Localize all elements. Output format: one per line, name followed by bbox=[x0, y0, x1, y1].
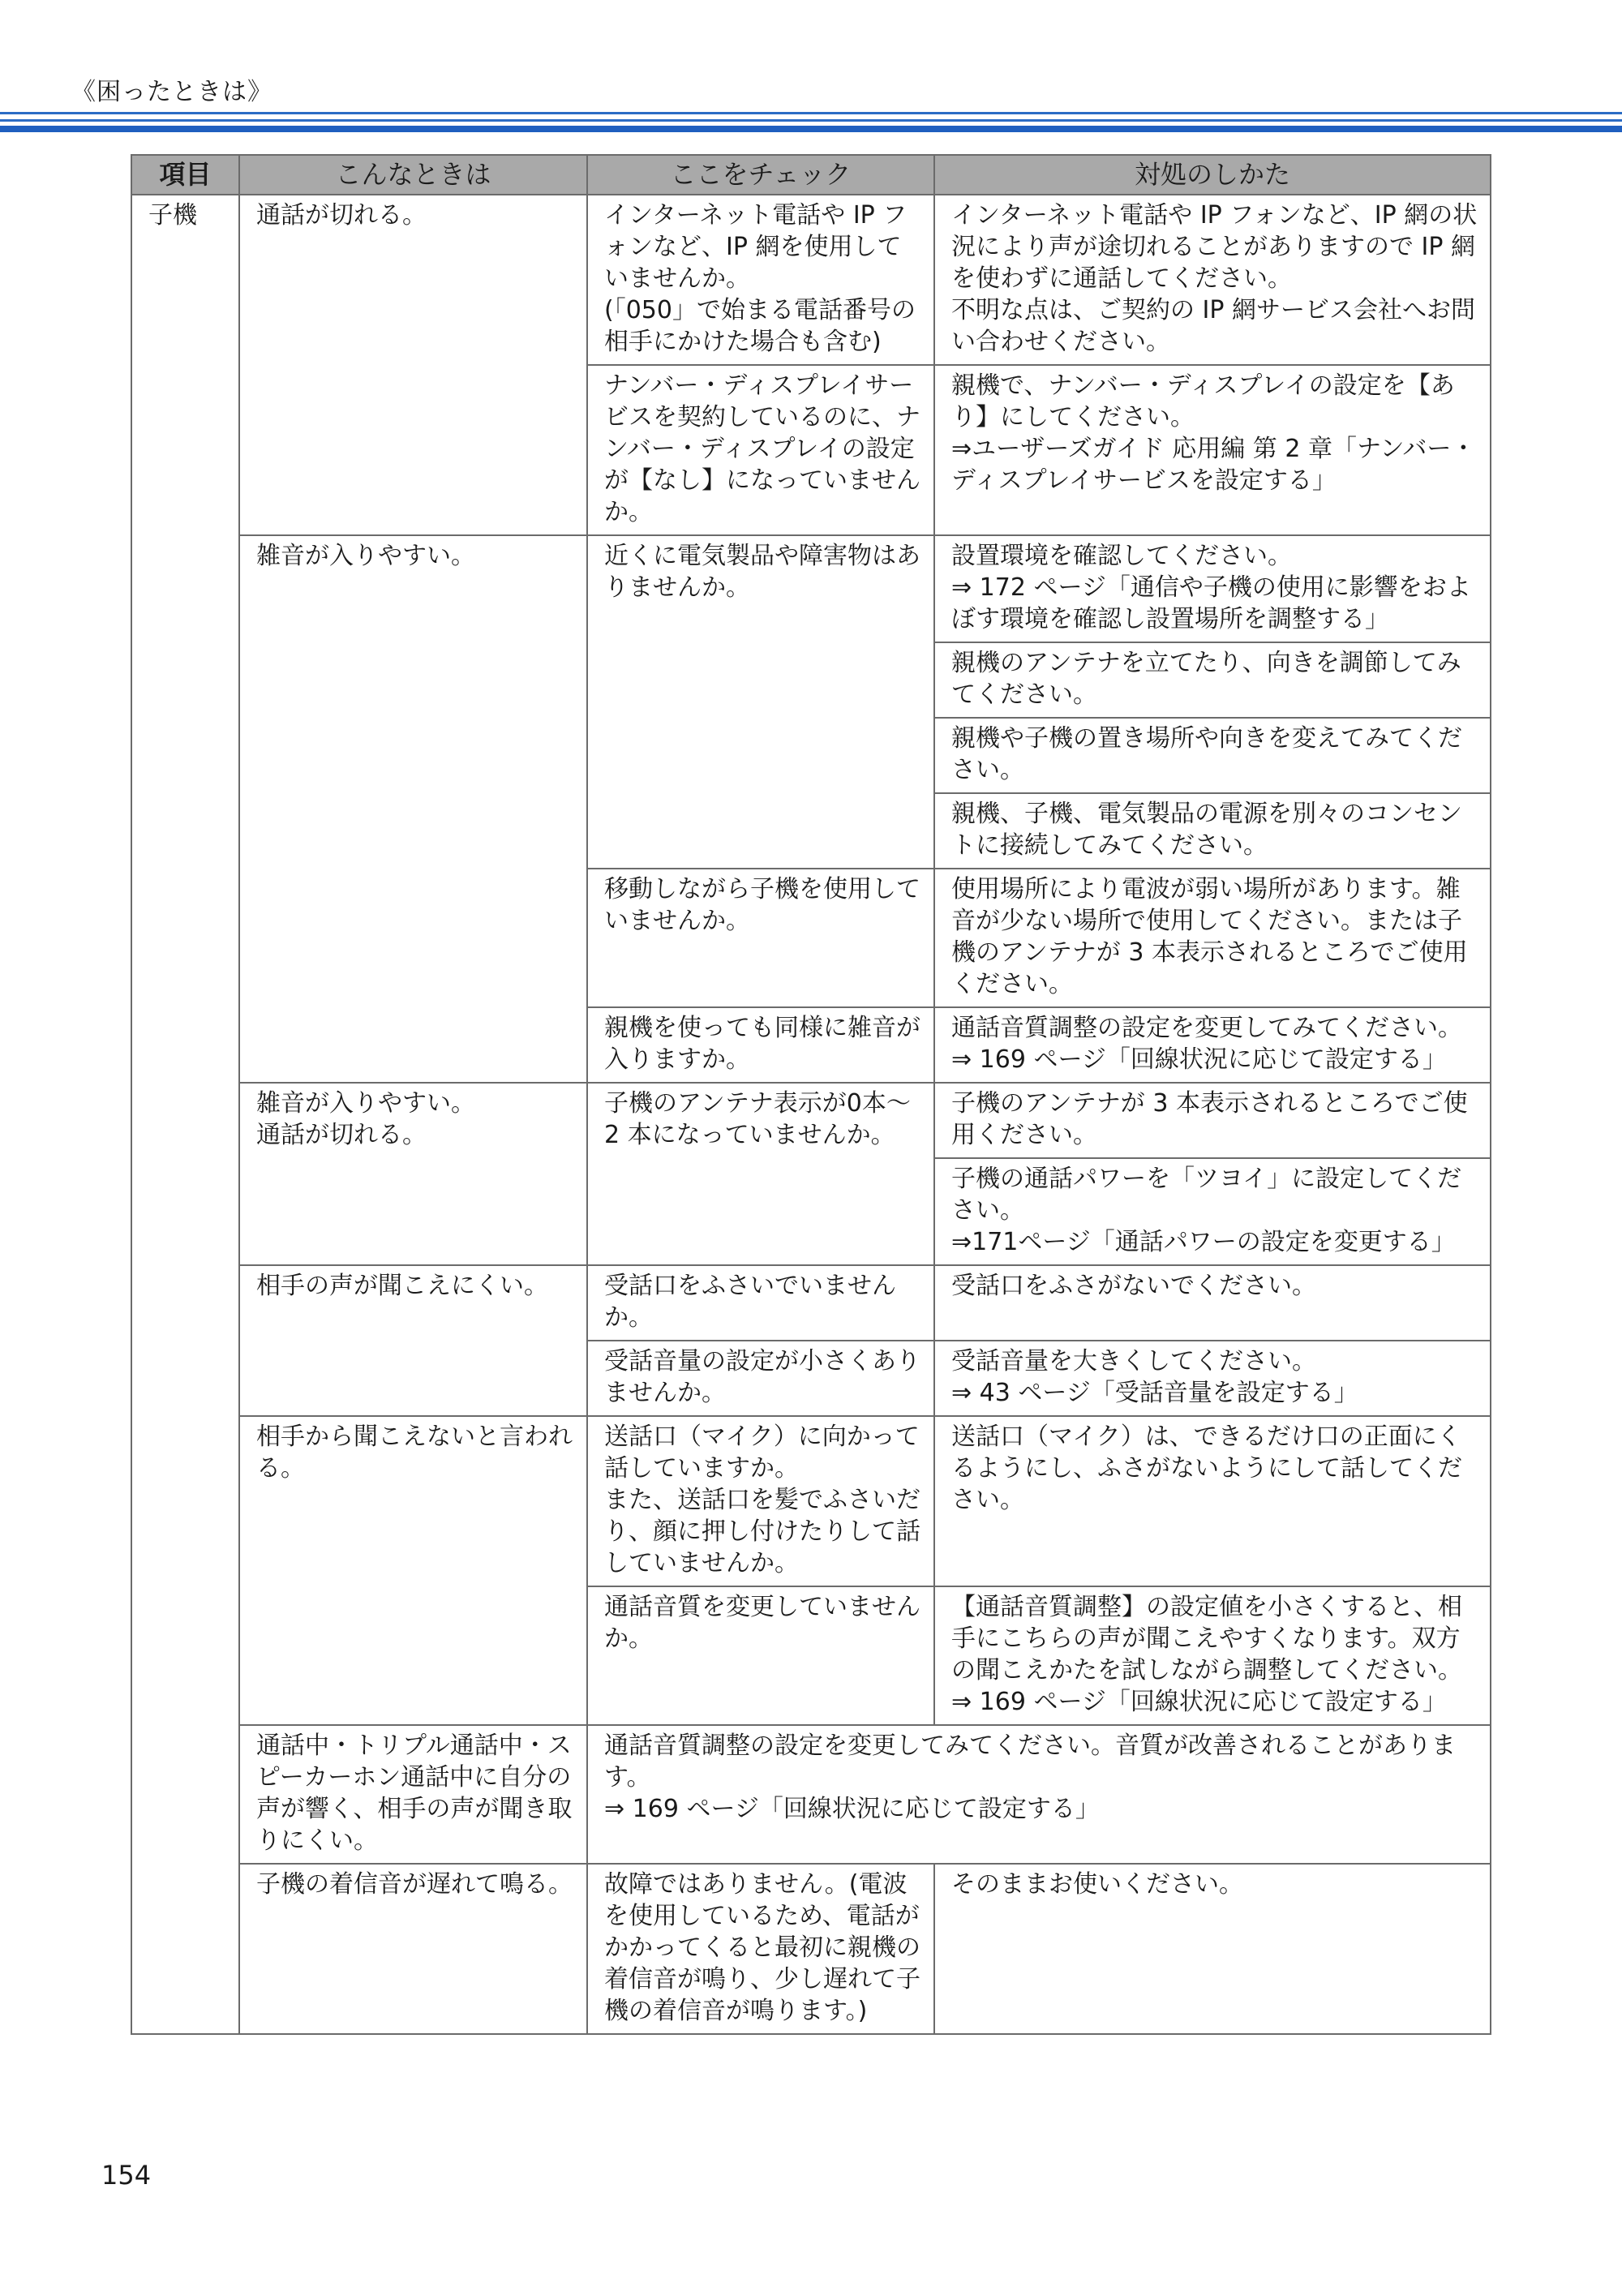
action-text: 子機の通話パワーを「ツヨイ」に設定してください。 bbox=[951, 1165, 1462, 1225]
table-row bbox=[131, 1083, 1491, 1158]
action-cell bbox=[934, 642, 1491, 718]
symptom-cell: 相手の声が聞こえにくい。 bbox=[239, 1265, 587, 1416]
action-text: ⇒ 43 ページ「受話音量を設定する」 bbox=[951, 1379, 1358, 1407]
action-text: ⇒ユーザーズガイド 応用編 第 2 章「ナンバー・ディスプレイサービスを設定する」 bbox=[951, 435, 1476, 495]
table-row bbox=[131, 535, 1491, 642]
action-cell bbox=[934, 1416, 1491, 1586]
header-rule bbox=[0, 119, 1622, 122]
column-header-item: 項目 bbox=[131, 155, 239, 195]
action-text: ⇒ 169 ページ「回線状況に応じて設定する」 bbox=[604, 1795, 1100, 1823]
check-text: ナンバー・ディスプレイサービスを契約しているのに、ナンバー・ディスプレイの設定が【なし】になっていませんか。 bbox=[604, 371, 920, 526]
section-title: 《困ったときは》 bbox=[71, 78, 272, 106]
troubleshooting-table bbox=[131, 154, 1491, 2035]
action-text: 子機のアンテナが 3 本表示されるところでご使用ください。 bbox=[951, 1089, 1468, 1149]
symptom-cell: 雑音が入りやすい。 bbox=[239, 535, 587, 1083]
action-cell bbox=[934, 1341, 1491, 1416]
check-cell bbox=[587, 1586, 934, 1725]
check-text: 親機を使っても同様に雑音が入りますか。 bbox=[604, 1014, 920, 1074]
symptom-cell: 通話中・トリプル通話中・スピーカーホン通話中に自分の声が響く、相手の声が聞き取りにくい。 bbox=[239, 1725, 587, 1864]
table-row bbox=[131, 1864, 1491, 2034]
check-text: 送話口（マイク）に向かって話していますか。 bbox=[604, 1423, 920, 1483]
check-cell bbox=[587, 1416, 934, 1586]
table-row bbox=[131, 195, 1491, 365]
action-text: 不明な点は、ご契約の IP 網サービス会社へお問い合わせください。 bbox=[951, 296, 1476, 356]
merged-check-action-cell bbox=[587, 1725, 1491, 1864]
header-rule bbox=[0, 126, 1622, 132]
symptom-cell: 通話が切れる。 bbox=[239, 195, 587, 535]
action-cell bbox=[934, 1158, 1491, 1265]
action-text: 親機のアンテナを立てたり、向きを調節してみてください。 bbox=[951, 649, 1461, 709]
action-text: 使用場所により電波が弱い場所があります。雑音が少ない場所で使用してください。または子機のアンテナが 3 本表示されるところでご使用ください。 bbox=[951, 875, 1468, 998]
action-text: 親機や子機の置き場所や向きを変えてみてください。 bbox=[951, 724, 1462, 784]
table-header-row bbox=[131, 155, 1491, 195]
symptom-text: 通話が切れる。 bbox=[256, 1121, 427, 1149]
page-number: 154 bbox=[101, 2160, 152, 2191]
action-cell bbox=[934, 793, 1491, 869]
action-text: そのままお使いください。 bbox=[951, 1870, 1243, 1899]
action-text: 【通話音質調整】の設定値を小さくすると、相手にこちらの声が聞こえやすくなります。双方の聞こえかたを試しながら調整してください。 bbox=[951, 1593, 1462, 1684]
action-cell bbox=[934, 195, 1491, 365]
action-text: ⇒ 172 ページ「通信や子機の使用に影響をおよぼす環境を確認し設置場所を調整する」 bbox=[951, 573, 1471, 633]
action-cell bbox=[934, 535, 1491, 642]
table-row bbox=[131, 1265, 1491, 1341]
symptom-cell bbox=[239, 1083, 587, 1265]
check-cell bbox=[587, 1341, 934, 1416]
check-text: 通話音質を変更していませんか。 bbox=[604, 1593, 920, 1653]
action-text: 親機、子機、電気製品の電源を別々のコンセントに接続してみてください。 bbox=[951, 800, 1462, 860]
check-cell bbox=[587, 1265, 934, 1341]
item-cell: 子機 bbox=[131, 195, 239, 2034]
action-text: 送話口（マイク）は、できるだけ口の正面にくるようにし、ふさがないようにして話してください。 bbox=[951, 1423, 1462, 1514]
check-cell bbox=[587, 1007, 934, 1083]
check-text: 受話音量の設定が小さくありませんか。 bbox=[604, 1347, 920, 1407]
action-text: ⇒171ページ「通話パワーの設定を変更する」 bbox=[951, 1228, 1456, 1256]
check-text: 故障ではありません。(電波を使用しているため、電話がかかってくると最初に親機の着信音が鳴り、少し遅れて子機の着信音が鳴ります。) bbox=[604, 1870, 920, 2025]
check-cell bbox=[587, 1083, 934, 1265]
action-cell bbox=[934, 1586, 1491, 1725]
symptom-text: 雑音が入りやすい。 bbox=[256, 1089, 475, 1118]
action-text: 通話音質調整の設定を変更してみてください。 bbox=[951, 1014, 1462, 1042]
table-row bbox=[131, 1725, 1491, 1864]
column-header-check: ここをチェック bbox=[587, 155, 934, 195]
column-header-situation: こんなときは bbox=[239, 155, 587, 195]
check-cell bbox=[587, 869, 934, 1007]
check-text: また、送話口を髪でふさいだり、顔に押し付けたりして話していませんか。 bbox=[604, 1486, 920, 1577]
action-cell bbox=[934, 365, 1491, 535]
action-cell bbox=[934, 1864, 1491, 2034]
check-text: インターネット電話や IP フォンなど、IP 網を使用していませんか。 bbox=[604, 201, 908, 293]
action-text: 親機で、ナンバー・ディスプレイの設定を【あり】にしてください。 bbox=[951, 371, 1455, 431]
action-cell bbox=[934, 718, 1491, 793]
table-row bbox=[131, 1416, 1491, 1586]
check-text: 移動しながら子機を使用していませんか。 bbox=[604, 875, 920, 935]
check-text: (「050」で始まる電話番号の相手にかけた場合も含む) bbox=[604, 296, 916, 356]
action-text: 受話口をふさがないでください。 bbox=[951, 1272, 1316, 1300]
action-text: 受話音量を大きくしてください。 bbox=[951, 1347, 1316, 1375]
action-cell bbox=[934, 1083, 1491, 1158]
action-cell bbox=[934, 1265, 1491, 1341]
action-cell bbox=[934, 869, 1491, 1007]
action-text: 設置環境を確認してください。 bbox=[951, 542, 1292, 570]
action-cell bbox=[934, 1007, 1491, 1083]
symptom-cell: 相手から聞こえないと言われる。 bbox=[239, 1416, 587, 1725]
check-text: 近くに電気製品や障害物はありませんか。 bbox=[604, 542, 920, 602]
action-text: 通話音質調整の設定を変更してみてください。音質が改善されることがあります。 bbox=[604, 1732, 1456, 1792]
header-rule bbox=[0, 112, 1622, 114]
column-header-solution: 対処のしかた bbox=[934, 155, 1491, 195]
check-cell bbox=[587, 365, 934, 535]
check-cell bbox=[587, 1864, 934, 2034]
check-cell bbox=[587, 195, 934, 365]
symptom-cell: 子機の着信音が遅れて鳴る。 bbox=[239, 1864, 587, 2034]
check-text: 子機のアンテナ表示が0本～ 2 本になっていませんか。 bbox=[604, 1089, 911, 1149]
check-text: 受話口をふさいでいませんか。 bbox=[604, 1272, 896, 1332]
action-text: ⇒ 169 ページ「回線状況に応じて設定する」 bbox=[951, 1688, 1447, 1716]
check-cell bbox=[587, 535, 934, 869]
action-text: インターネット電話や IP フォンなど、IP 網の状況により声が途切れることがありますので IP 網を使わずに通話してください。 bbox=[951, 201, 1478, 293]
action-text: ⇒ 169 ページ「回線状況に応じて設定する」 bbox=[951, 1045, 1447, 1074]
